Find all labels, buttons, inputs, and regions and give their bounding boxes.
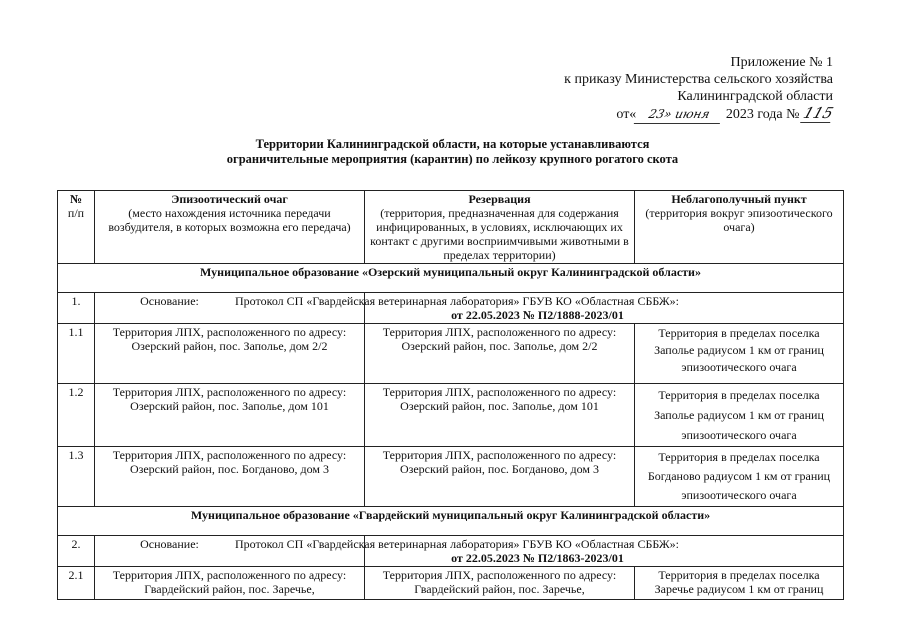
row-point: Территория в пределах поселка Заполье радиусом 1 км от границ эпизоотического очага <box>635 384 844 447</box>
row-num: 1.2 <box>58 384 95 447</box>
basis-num: 1. <box>58 293 95 324</box>
row-reservation: Территория ЛПХ, расположенного по адресу: Озерский район, пос. Заполье, дом 101 <box>365 384 635 447</box>
quarantine-table <box>57 190 844 600</box>
row-focus: Территория ЛПХ, расположенного по адресу: Озерский район, пос. Заполье, дом 101 <box>95 384 365 447</box>
protocol-line-2: от 22.05.2023 № П2/1888-2023/01 <box>451 308 624 322</box>
row-num: 1.3 <box>58 447 95 507</box>
basis-protocol <box>235 536 844 567</box>
row-point: Территория в пределах поселка Богданово радиусом 1 км от границ эпизоотического очага <box>635 447 844 507</box>
basis-row <box>58 536 844 567</box>
table-row <box>58 324 844 384</box>
row-reservation: Территория ЛПХ, расположенного по адресу: Озерский район, пос. Заполье, дом 2/2 <box>365 324 635 384</box>
protocol-line-2: от 22.05.2023 № П2/1863-2023/01 <box>451 551 624 565</box>
title-line-2: ограничительные мероприятия (карантин) по лейкозу крупного рогатого скота <box>226 152 679 166</box>
appendix-header <box>564 54 836 124</box>
row-point: Территория в пределах поселка Заречье радиусом 1 км от границ <box>635 567 844 600</box>
row-num: 1.1 <box>58 324 95 384</box>
header-focus: Эпизоотический очаг (место нахождения источника передачи возбудителя, в которых возможна его передача) <box>95 191 365 264</box>
basis-label: Основание: <box>95 536 365 567</box>
row-focus: Территория ЛПХ, расположенного по адресу: Озерский район, пос. Заполье, дом 2/2 <box>95 324 365 384</box>
protocol-line-1: Протокол СП «Гвардейская ветеринарная лаборатория» ГБУВ КО «Областная СББЖ»: <box>235 294 680 308</box>
header-num: № п/п <box>58 191 95 264</box>
section-title-row <box>58 507 844 536</box>
title-line-1: Территории Калининградской области, на которые устанавливаются <box>255 137 650 151</box>
header-reservation: Резервация (территория, предназначенная для содержания инфицированных, в условиях, исключающих их контакт с другими восприимчивыми животными в пределах территории) <box>365 191 635 264</box>
appendix-region: Калининградской области <box>677 89 833 104</box>
protocol-line-1: Протокол СП «Гвардейская ветеринарная лаборатория» ГБУВ КО «Областная СББЖ»: <box>235 537 680 551</box>
table-row <box>58 447 844 507</box>
document-title <box>0 137 905 167</box>
handwritten-number: 115 <box>801 104 836 122</box>
appendix-title: Приложение № 1 <box>730 55 833 70</box>
section-title: Муниципальное образование «Гвардейский муниципальный округ Калининградской области» <box>58 507 844 536</box>
basis-row <box>58 293 844 324</box>
appendix-date-line <box>564 104 836 124</box>
row-point: Территория в пределах поселка Заполье радиусом 1 км от границ эпизоотического очага <box>635 324 844 384</box>
row-focus: Территория ЛПХ, расположенного по адресу: Гвардейский район, пос. Заречье, <box>95 567 365 600</box>
date-prefix: от« <box>616 107 637 122</box>
header-point: Неблагополучный пункт (территория вокруг эпизоотического очага) <box>635 191 844 264</box>
handwritten-date: 23» июня <box>634 106 724 124</box>
table-row <box>58 567 844 600</box>
row-num: 2.1 <box>58 567 95 600</box>
basis-protocol <box>235 293 844 324</box>
row-reservation: Территория ЛПХ, расположенного по адресу: Гвардейский район, пос. Заречье, <box>365 567 635 600</box>
table-header-row <box>58 191 844 264</box>
row-reservation: Территория ЛПХ, расположенного по адресу: Озерский район, пос. Богданово, дом 3 <box>365 447 635 507</box>
table-row <box>58 384 844 447</box>
row-focus: Территория ЛПХ, расположенного по адресу: Озерский район, пос. Богданово, дом 3 <box>95 447 365 507</box>
section-title-row <box>58 264 844 293</box>
basis-num: 2. <box>58 536 95 567</box>
basis-label: Основание: <box>95 293 365 324</box>
year-text: 2023 года № <box>725 107 800 122</box>
section-title: Муниципальное образование «Озерский муниципальный округ Калининградской области» <box>58 264 844 293</box>
appendix-order-ref: к приказу Министерства сельского хозяйства <box>564 72 833 87</box>
